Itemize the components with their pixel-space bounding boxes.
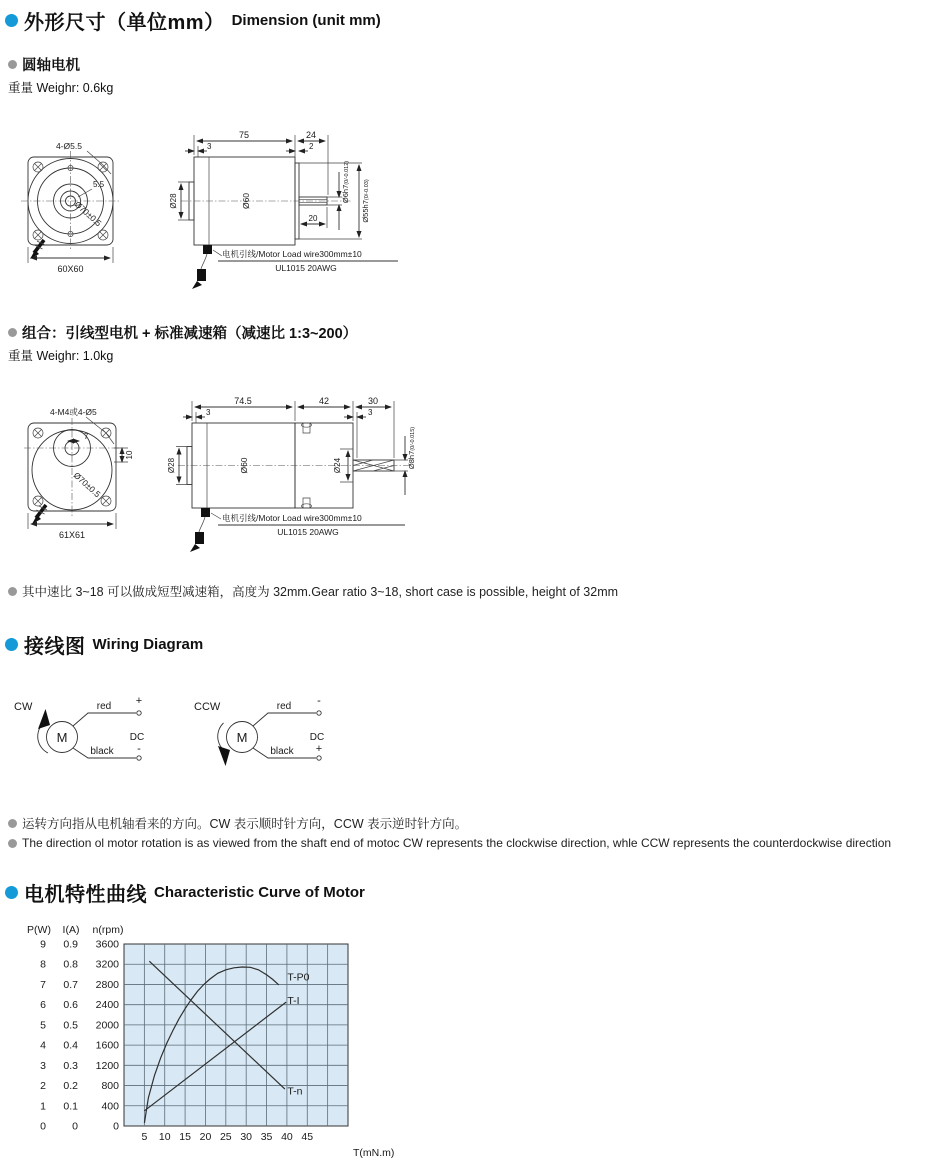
curve-title-zh: 电机特性曲线 (24, 884, 147, 906)
wiring-diagram (0, 690, 370, 785)
black-wire-label: black (270, 746, 294, 757)
dim-shaft-section: 24 (305, 130, 317, 140)
blue-bullet-icon (5, 886, 18, 899)
x-tick-label: 10 (158, 1131, 171, 1143)
dim-rear-dia: Ø28 (169, 193, 178, 209)
gray-bullet-icon (8, 587, 17, 596)
dim-flange: 3 (206, 408, 211, 417)
ccw-circuit (194, 695, 324, 766)
y-tick-label: 800 (101, 1080, 119, 1093)
gear-ratio-note (8, 582, 618, 600)
weight-text: 重量 Weighr: 1.0kg (8, 349, 114, 363)
rotation-note-en-text: The direction ol motor rotation is as viewed from the shaft end of motoc CW represents the clockwise direction, whle CCW represents the counterdockwise direction (22, 836, 892, 850)
x-tick-label: 25 (219, 1131, 232, 1143)
section-header-dimension (5, 6, 381, 35)
gear-motor-drawing (10, 388, 440, 566)
gear-motor-subheader (8, 322, 357, 343)
dim-shaft-dia: Ø6h7(0/-0.012) (341, 160, 350, 204)
x-tick-label: 15 (179, 1131, 191, 1143)
wire-note: 电机引线/Motor Load wire300mm±10 (222, 249, 362, 259)
dc-label: DC (129, 732, 145, 743)
y-tick-label: 2000 (95, 1019, 119, 1032)
y-tick-label: 9 (40, 938, 46, 951)
y-tick-label: 8 (40, 958, 46, 971)
dim-bolt-circle: Ø70±0.5 (72, 199, 104, 229)
dim-body-dia: Ø60 (241, 192, 251, 210)
y-tick-label: 3200 (95, 958, 119, 971)
section-header-wiring (5, 630, 203, 659)
dim-key: 7 (84, 432, 89, 441)
gear-motor-label: 组合：引线型电机 + 标准减速箱（减速比 1:3~200） (22, 326, 358, 342)
series-label-T-n: T-n (287, 1085, 303, 1098)
front-view (24, 407, 134, 540)
dim-flat: 5.5 (93, 180, 105, 189)
dc-label: DC (309, 732, 325, 743)
y-tick-label: 1600 (95, 1039, 119, 1052)
ccw-rotation-arrow-icon (218, 746, 230, 766)
x-tick-label: 5 (141, 1131, 148, 1143)
side-view (167, 396, 416, 552)
motor-symbol: M (56, 730, 68, 745)
y-tick-label: 2800 (95, 978, 119, 991)
dim-holes: 4-M4或4-Ø5 (50, 407, 97, 417)
y-tick-label: 4 (40, 1039, 46, 1052)
dim-outline: 60X60 (57, 264, 84, 274)
motor-symbol: M (236, 730, 248, 745)
red-wire-label: red (276, 701, 292, 712)
red-wire-label: red (96, 701, 112, 712)
y-tick-label: 0 (40, 1120, 46, 1133)
curve-title-en: Characteristic Curve of Motor (154, 884, 365, 901)
y-axis-title: n(rpm) (92, 924, 124, 936)
round-shaft-subheader (8, 54, 80, 75)
rotation-note-zh-text: 运转方向指从电机轴看来的方向。CW 表示顺时针方向，CCW 表示逆时针方向。 (22, 817, 468, 831)
dim-shaft-ext: 30 (367, 396, 379, 406)
gray-bullet-icon (8, 60, 17, 69)
dim-body-dia: Ø60 (239, 457, 249, 474)
terminal-sign: + (135, 695, 143, 707)
wire-spec: UL1015 20AWG (275, 263, 337, 273)
blue-bullet-icon (5, 14, 18, 27)
dimension-title-en: Dimension (unit mm) (231, 12, 381, 29)
y-tick-label: 0.4 (63, 1039, 78, 1052)
wire-note: 电机引线/Motor Load wire300mm±10 (222, 513, 362, 523)
dim-outline: 61X61 (58, 530, 86, 540)
rotation-note-en (8, 836, 891, 850)
section-header-curve (5, 878, 365, 907)
y-tick-label: 5 (40, 1019, 46, 1032)
dim-shaft-length: 20 (308, 214, 318, 223)
dim-pilot-dia: Ø55h7(0/-0.03) (361, 179, 370, 223)
gray-bullet-icon (8, 839, 17, 848)
x-tick-label: 30 (240, 1131, 253, 1143)
terminal-sign: - (137, 743, 141, 755)
side-view (169, 130, 398, 289)
y-tick-label: 400 (101, 1100, 119, 1113)
y-tick-label: 7 (40, 978, 46, 991)
dim-gear-out-dia: Ø24 (333, 457, 342, 474)
y-tick-label: 0.2 (63, 1080, 78, 1093)
black-wire-label: black (90, 746, 114, 757)
blue-bullet-icon (5, 638, 18, 651)
cw-rotation-arrow-icon (38, 709, 50, 729)
dim-gear-length: 42 (318, 396, 330, 406)
dim-body-length: 74.5 (234, 396, 252, 406)
rotation-note-zh (8, 814, 467, 832)
y-tick-label: 0.6 (63, 999, 78, 1012)
dim-body-length: 75 (238, 130, 250, 140)
x-axis-title: T(mN.m) (353, 1147, 395, 1158)
wiring-title-zh: 接线图 (24, 636, 86, 658)
gray-bullet-icon (8, 328, 17, 337)
dim-holes: 4-Ø5.5 (56, 141, 82, 151)
terminal-sign: - (317, 695, 321, 707)
x-tick-label: 40 (281, 1131, 293, 1143)
plot-area (124, 944, 348, 1126)
lead-wire (190, 508, 221, 552)
dim-shaft-dia: Ø8h7(0/-0.015) (407, 426, 416, 470)
y-tick-label: 0.8 (63, 958, 78, 971)
y-tick-label: 0 (113, 1120, 119, 1133)
wire-exit-mark (32, 505, 47, 524)
round-shaft-label: 圆轴电机 (22, 58, 80, 74)
round-shaft-weight (8, 78, 113, 96)
dim-offset: 10 (125, 450, 134, 460)
gray-bullet-icon (8, 819, 17, 828)
dimension-title-zh: 外形尺寸（单位mm） (24, 12, 225, 34)
y-tick-label: 0 (72, 1120, 78, 1133)
y-axis-title: I(A) (62, 924, 80, 936)
dim-pilot-thickness: 3 (368, 408, 373, 417)
front-view (21, 141, 120, 274)
terminal-sign: + (315, 743, 323, 755)
y-tick-label: 0.1 (63, 1100, 78, 1113)
ccw-label: CCW (194, 701, 221, 713)
y-tick-label: 0.5 (63, 1019, 78, 1032)
cw-label: CW (14, 701, 33, 713)
y-tick-label: 1200 (95, 1059, 119, 1072)
wire-spec: UL1015 20AWG (277, 527, 339, 537)
y-tick-label: 0.9 (63, 938, 78, 951)
series-label-T-I: T-I (287, 995, 300, 1008)
x-tick-label: 35 (260, 1131, 273, 1143)
y-tick-label: 0.3 (63, 1059, 78, 1072)
gear-note-text: 其中速比 3~18 可以做成短型减速箱，高度为 32mm.Gear ratio 3~18, short case is possible, height of 32mm (22, 585, 619, 599)
cw-circuit (14, 695, 144, 760)
y-tick-label: 1 (40, 1100, 46, 1113)
y-tick-label: 0.7 (63, 978, 78, 991)
characteristic-curve-chart (10, 915, 435, 1158)
x-tick-label: 45 (301, 1131, 314, 1143)
dim-flange: 3 (207, 142, 212, 151)
y-tick-label: 3 (40, 1059, 46, 1072)
wiring-title-en: Wiring Diagram (92, 636, 204, 653)
weight-text: 重量 Weighr: 0.6kg (8, 81, 114, 95)
round-shaft-motor-drawing (10, 120, 422, 296)
y-tick-label: 2 (40, 1080, 46, 1093)
dim-bolt-circle: Ø70±0.5 (71, 470, 103, 500)
y-axis-title: P(W) (27, 924, 51, 936)
dim-rear-dia: Ø28 (167, 457, 176, 474)
y-tick-label: 6 (40, 999, 46, 1012)
gear-motor-weight (8, 346, 113, 364)
y-tick-label: 2400 (95, 999, 119, 1012)
dim-pilot-thickness: 2 (309, 142, 314, 151)
series-label-T-P0: T-P0 (287, 971, 310, 984)
y-tick-label: 3600 (95, 938, 119, 951)
x-tick-label: 20 (199, 1131, 212, 1143)
wire-exit-mark (30, 240, 45, 259)
lead-wire (192, 245, 222, 289)
